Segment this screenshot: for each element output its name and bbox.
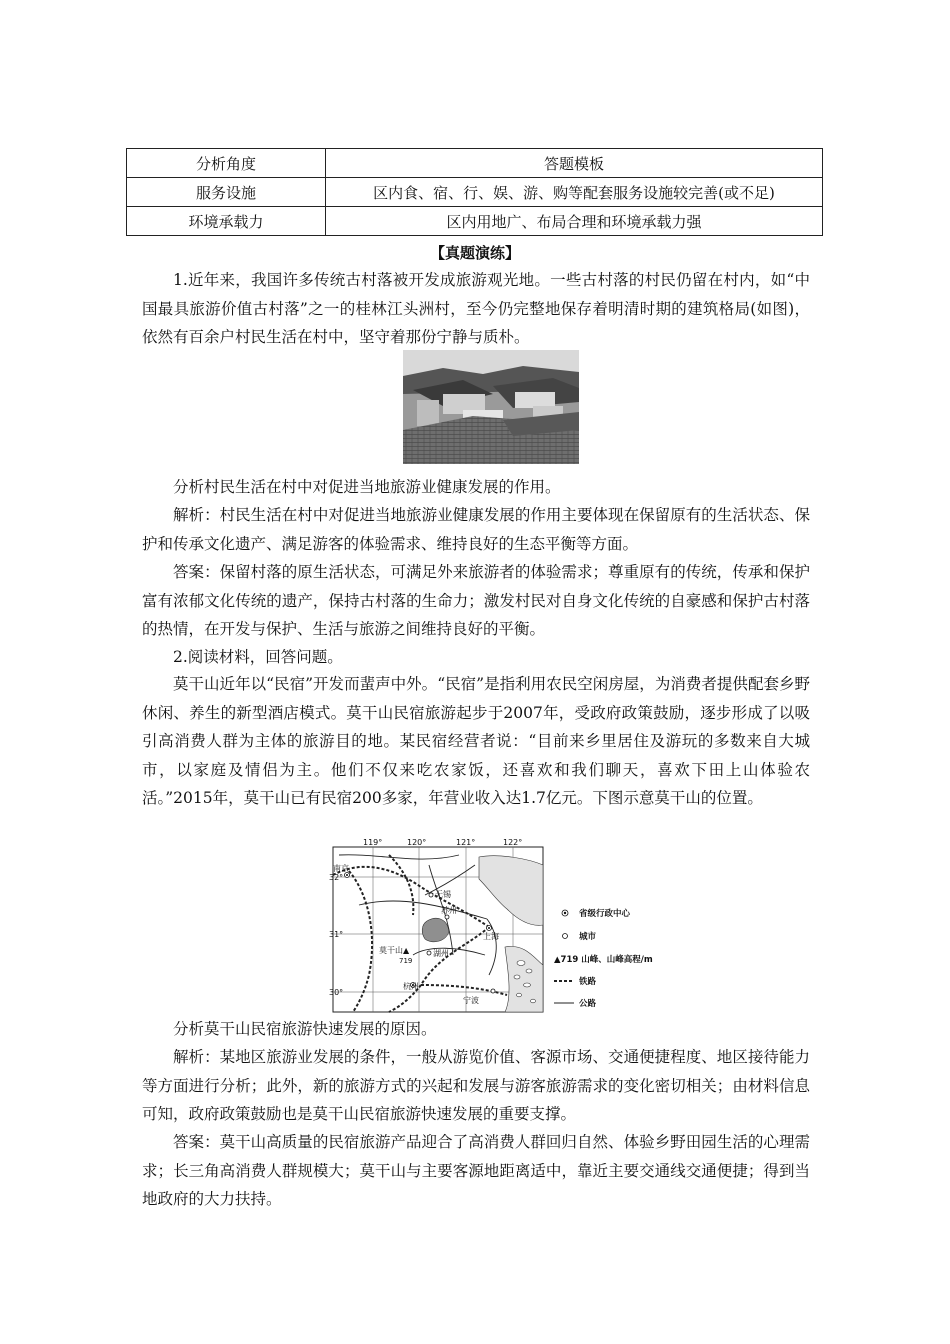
lon-label: 119° (363, 838, 383, 847)
q2-intro: 2.阅读材料，回答问题。 (173, 648, 343, 666)
city-label: 苏州 (441, 906, 457, 915)
city-label: 杭州 (403, 982, 419, 991)
lon-label: 120° (407, 838, 427, 847)
table-cell: 区内食、宿、行、娱、游、购等配套服务设施较完善(或不足) (326, 178, 823, 207)
table-header-cell: 分析角度 (127, 149, 326, 178)
lat-label: 32° (329, 873, 344, 882)
legend-highway-label: 公路 (579, 999, 597, 1009)
peak-label: 莫干山▲ (379, 946, 410, 955)
village-photo (403, 350, 579, 464)
legend-capital-label: 省级行政中心 (579, 909, 631, 919)
table-row (127, 178, 823, 207)
legend-city-label: 城市 (579, 932, 597, 942)
city-marker (429, 893, 433, 897)
city-marker (491, 989, 495, 993)
q2-answer: 答案：莫干山高质量的民宿旅游产品迎合了高消费人群回归自然、体验乡野田园生活的心理需求；长三角高消费人群规模大；莫干山与主要客源地距离适中，靠近主要交通线交通便捷；得到当地政府的大力扶持。 (142, 1133, 810, 1208)
section-title: 【真题演练】 (429, 244, 520, 262)
table-header-cell: 答题模板 (326, 149, 823, 178)
taihu-lake (422, 918, 449, 942)
moganshan-location-map (329, 835, 689, 1015)
city-label: 无锡 (435, 890, 451, 899)
city-marker (445, 915, 449, 919)
q1-intro: 1.近年来，我国许多传统古村落被开发成旅游观光地。一些古村落的村民仍留在村内，如“中国最具旅游价值古村落”之一的桂林江头洲村，至今仍完整地保存着明清时期的建筑格局(如图)，依然有百余户村民生活在村中，坚守着那份宁静与质朴。 (142, 271, 810, 346)
city-label: 湖州 (433, 949, 449, 958)
q1-question: 分析村民生活在村中对促进当地旅游业健康发展的作用。 (173, 478, 561, 496)
city-label: 南京 (333, 864, 349, 873)
table-header-row (127, 149, 823, 178)
table-cell: 区内用地广、布局合理和环境承载力强 (326, 207, 823, 236)
city-label: 上海 (483, 932, 499, 941)
q1-analysis: 解析：村民生活在村中对促进当地旅游业健康发展的作用主要体现在保留原有的生活状态、保护和传承文化遗产、满足游客的体验需求、维持良好的生态平衡等方面。 (142, 506, 810, 553)
table-row (127, 207, 823, 236)
city-label: 宁波 (463, 996, 479, 1005)
map-legend (554, 908, 653, 1009)
q2-material: 莫干山近年以“民宿”开发而蜚声中外。“民宿”是指利用农民空闲房屋，为消费者提供配套乡野休闲、养生的新型酒店模式。莫干山民宿旅游起步于2007年，受政府政策鼓励，逐步形成了以吸引高消费人群为主体的旅游目的地。某民宿经营者说：“目前来乡里居住及游玩的多数来自大城市，以家庭及情侣为主。他们不仅来吃农家饭，还喜欢和我们聊天，喜欢下田上山体验农活。”2015年，莫干山已有民宿200多家，年营业收入达1.7亿元。下图示意莫干山的位置。 (142, 675, 810, 807)
sea-area (479, 856, 543, 926)
answer-template-table (126, 148, 823, 236)
table-cell: 服务设施 (127, 178, 326, 207)
capital-marker (346, 874, 348, 876)
q1-answer: 答案：保留村落的原生活状态，可满足外来旅游者的体验需求；尊重原有的传统，传承和保护富有浓郁文化传统的遗产，保持古村落的生命力；激发村民对自身文化传统的自豪感和保护古村落的热情，在开发与保护、生活与旅游之间维持良好的平衡。 (142, 563, 810, 638)
lat-label: 31° (329, 930, 344, 939)
q2-analysis: 解析：某地区旅游业发展的条件，一般从游览价值、客源市场、交通便捷程度、地区接待能力等方面进行分析；此外，新的旅游方式的兴起和发展与游客旅游需求的变化密切相关；由材料信息可知，政府政策鼓励也是莫干山民宿旅游快速发展的重要支撑。 (142, 1048, 810, 1123)
template-table-wrap (126, 148, 823, 236)
table-cell: 环境承载力 (127, 207, 326, 236)
peak-elevation: 719 (399, 957, 413, 965)
lon-label: 121° (456, 838, 476, 847)
sea-area (505, 946, 543, 1012)
lat-label: 30° (329, 988, 344, 997)
legend-city-icon (563, 934, 568, 939)
capital-marker (488, 927, 490, 929)
q2-question: 分析莫干山民宿旅游快速发展的原因。 (173, 1020, 437, 1038)
legend-peak-label: ▲719 山峰、山峰高程/m (554, 955, 653, 965)
city-marker (427, 951, 431, 955)
legend-capital-icon (564, 912, 566, 914)
lon-label: 122° (503, 838, 523, 847)
legend-railway-label: 铁路 (579, 977, 597, 987)
